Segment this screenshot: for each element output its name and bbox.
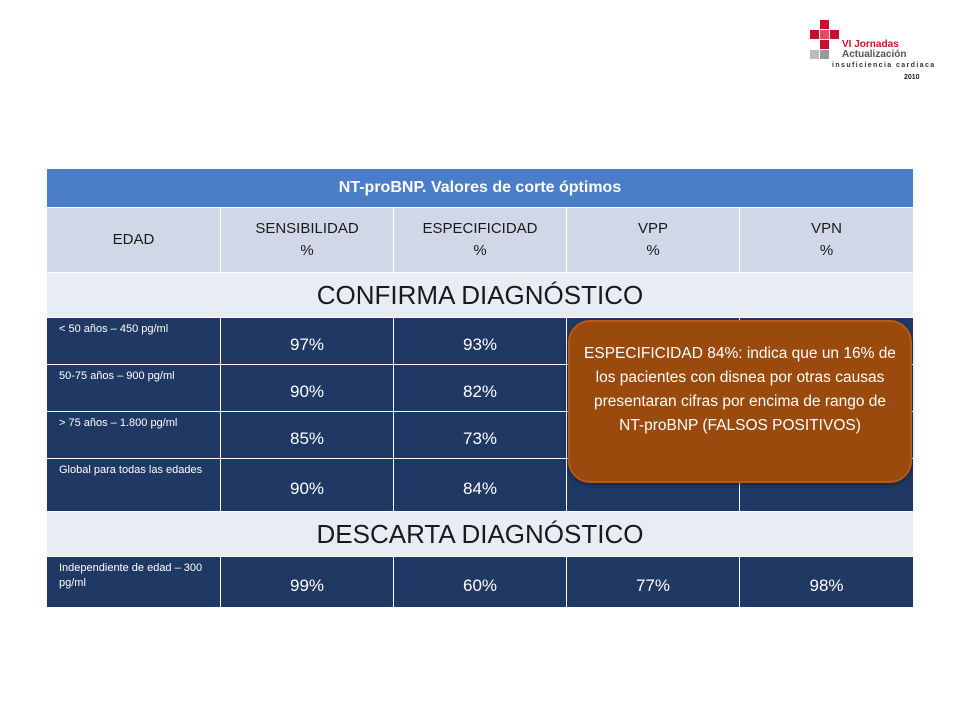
cell-vpp: 77% [567,557,740,608]
header-edad: EDAD [47,208,221,273]
header-vpn: VPN % [740,208,914,273]
logo-line1: VI Jornadas [842,39,899,50]
table-row [47,557,914,608]
table-title: NT-proBNP. Valores de corte óptimos [47,169,914,208]
cell-sensibilidad: 99% [221,557,394,608]
logo-squares-icon [806,18,846,68]
section-confirma: CONFIRMA DIAGNÓSTICO [47,273,914,318]
cell-sensibilidad: 90% [221,365,394,412]
event-logo [806,18,936,88]
cell-especificidad: 84% [394,459,567,512]
section-descarta: DESCARTA DIAGNÓSTICO [47,512,914,557]
table-title-row [47,169,914,208]
cell-vpn: 98% [740,557,914,608]
header-sensibilidad: SENSIBILIDAD % [221,208,394,273]
row-label: Global para todas las edades [47,459,221,512]
section-confirma-row [47,273,914,318]
cell-especificidad: 82% [394,365,567,412]
cell-sensibilidad: 90% [221,459,394,512]
row-label: Independiente de edad – 300 pg/ml [47,557,221,608]
cell-especificidad: 73% [394,412,567,459]
cell-especificidad: 93% [394,318,567,365]
logo-year: 2010 [904,74,920,81]
header-vpp: VPP % [567,208,740,273]
cell-sensibilidad: 97% [221,318,394,365]
row-label: 50-75 años – 900 pg/ml [47,365,221,412]
row-label: < 50 años – 450 pg/ml [47,318,221,365]
logo-line2: Actualización [842,49,907,60]
row-label: > 75 años – 1.800 pg/ml [47,412,221,459]
section-descarta-row [47,512,914,557]
cell-especificidad: 60% [394,557,567,608]
table-header-row [47,208,914,273]
especificidad-callout: ESPECIFICIDAD 84%: indica que un 16% de los pacientes con disnea por otras causas presentaran cifras por encima de rango de NT-proBNP (FALSOS POSITIVOS) [568,320,912,483]
cell-sensibilidad: 85% [221,412,394,459]
logo-line3: insuficiencia cardiaca [832,62,936,69]
header-especificidad: ESPECIFICIDAD % [394,208,567,273]
